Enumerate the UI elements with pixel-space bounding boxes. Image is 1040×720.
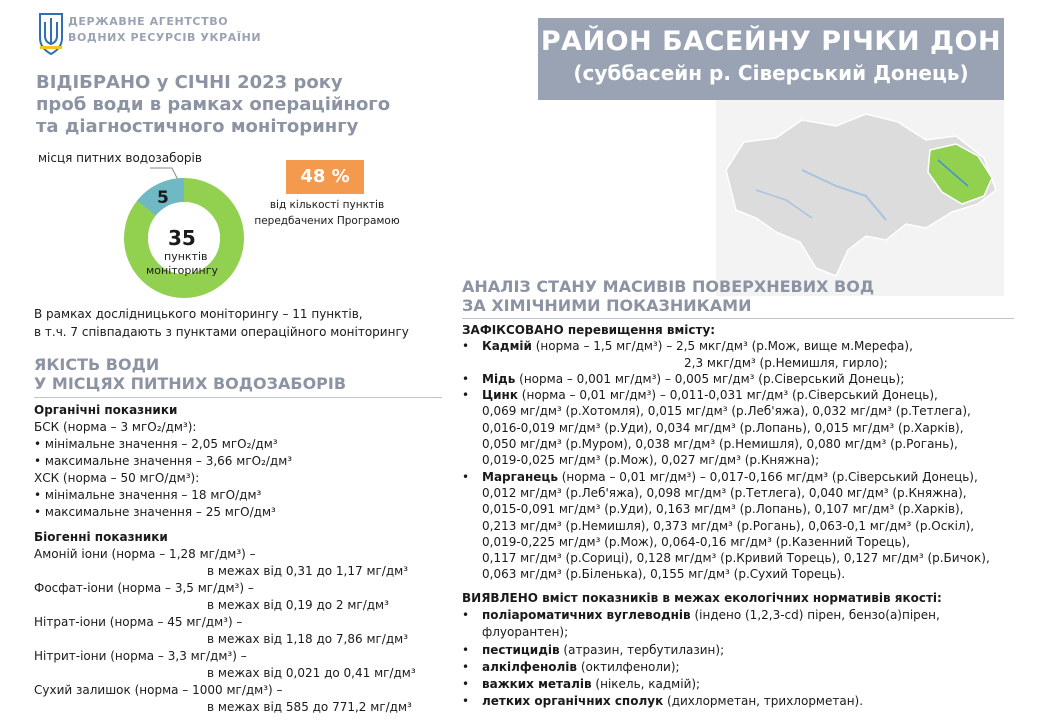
bsk-norm: БСК (норма – 3 мгО₂/дм³): xyxy=(34,420,197,434)
ukraine-map xyxy=(716,100,1004,296)
research-monitoring-note xyxy=(34,305,409,341)
percent-caption-line-2: передбачених Програмою xyxy=(254,215,400,227)
manganese-line-7: 0,063 мг/дм³ (р.Біленька), 0,155 мг/дм³ (р.Сухий Торець). xyxy=(482,567,846,582)
chemical-analysis-title-line-1: АНАЛІЗ СТАНУ МАСИВІВ ПОВЕРХНЕВИХ ВОД xyxy=(462,277,875,296)
within-norms-list xyxy=(462,590,1022,710)
bullet-icon: • xyxy=(462,642,470,657)
phosphate-range: в межах від 0,19 до 2 мг/дм³ xyxy=(207,598,389,612)
agency-line-2: ВОДНИХ РЕСУРСІВ УКРАЇНИ xyxy=(68,31,262,44)
bsk-max: • максимальне значення – 3,66 мгО₂/дм³ xyxy=(34,454,293,468)
donut-total-label-1: пунктів xyxy=(164,250,208,263)
nitrite-norm: Нітрит-іони (норма – 3,3 мг/дм³) – xyxy=(34,649,247,663)
pah-details-cont: флуорантен); xyxy=(482,625,569,640)
percent-badge: 48 % xyxy=(286,160,364,194)
dry-residue-norm: Сухий залишок (норма – 1000 мг/дм³) – xyxy=(34,683,283,697)
trident-emblem-icon xyxy=(36,10,66,56)
copper-name: Мідь xyxy=(482,371,516,386)
hsk-max: • максимальне значення – 25 мгО/дм³ xyxy=(34,505,276,519)
heavy-metals-name: важких металів xyxy=(482,677,592,692)
bullet-icon: • xyxy=(462,694,470,709)
cadmium-line-2: 2,3 мкг/дм³ (р.Немишля, гирло); xyxy=(684,355,888,370)
right-divider xyxy=(462,318,1014,319)
research-line-2: в т.ч. 7 співпадають з пунктами операційного моніторингу xyxy=(34,325,409,339)
map-icon xyxy=(716,100,1004,296)
alkylphenols-details: (октилфеноли); xyxy=(577,659,680,674)
hsk-norm: ХСК (норма – 50 мгО/дм³): xyxy=(34,471,200,485)
exceedances-list xyxy=(462,322,1022,583)
manganese-line-6: 0,117 мг/дм³ (р.Сориці), 0,128 мг/дм³ (р.Кривий Торець), 0,127 мг/дм³ (р.Бичок), xyxy=(482,551,990,566)
water-quality-title-line-1: ЯКІСТЬ ВОДИ xyxy=(34,355,160,374)
bullet-icon: • xyxy=(462,677,470,692)
within-norms-title: ВИЯВЛЕНО вміст показників в межах екологічних нормативів якості: xyxy=(462,591,942,605)
manganese-line-2: 0,012 мг/дм³ (р.Леб'яжа), 0,098 мг/дм³ (р.Тетлега), 0,040 мг/дм³ (р.Княжна), xyxy=(482,485,967,500)
manganese-name: Марганець xyxy=(482,469,558,484)
copper-line-1: (норма – 0,001 мг/дм³) – 0,005 мг/дм³ (р.Сіверський Донець); xyxy=(515,371,905,386)
bullet-icon: • xyxy=(462,388,470,403)
nitrite-range: в межах від 0,021 до 0,41 мг/дм³ xyxy=(207,666,416,680)
agency-line-1: ДЕРЖАВНЕ АГЕНТСТВО xyxy=(68,15,229,28)
region-subtitle: (суббасейн р. Сіверський Донець) xyxy=(573,61,969,85)
ammonium-norm: Амоній іони (норма – 1,28 мг/дм³) – xyxy=(34,547,256,561)
headline-line-1: ВІДІБРАНО у СІЧНІ 2023 року xyxy=(36,72,343,93)
manganese-line-1: (норма – 0,01 мг/дм³) – 0,017-0,166 мг/дм³ (р.Сіверський Донець), xyxy=(557,469,978,484)
pah-name: поліароматичних вуглеводнів xyxy=(482,608,691,623)
chemical-analysis-title xyxy=(462,277,874,315)
zinc-line-2: 0,069 мг/дм³ (р.Хотомля), 0,015 мг/дм³ (р.Леб'яжа), 0,032 мг/дм³ (р.Тетлега), xyxy=(482,404,971,419)
voc-name: летких органічних сполук xyxy=(482,694,664,709)
drinking-intake-label: місця питних водозаборів xyxy=(38,151,202,165)
bsk-min: • мінімальне значення – 2,05 мгО₂/дм³ xyxy=(34,437,278,451)
agency-name xyxy=(68,14,261,46)
organic-indicators-title: Органічні показники xyxy=(34,403,178,417)
phosphate-norm: Фосфат-іони (норма – 3,5 мг/дм³) – xyxy=(34,581,254,595)
zinc-line-3: 0,016-0,019 мг/дм³ (р.Уди), 0,034 мг/дм³ (р.Лопань), 0,015 мг/дм³ (р.Харків), xyxy=(482,420,964,435)
voc-details: (дихлорметан, трихлорметан). xyxy=(663,694,864,709)
pah-details: (індено (1,2,3-cd) пірен, бензо(а)пірен, xyxy=(690,608,940,623)
zinc-line-4: 0,050 мг/дм³ (р.Муром), 0,038 мг/дм³ (р.Немишля), 0,080 мг/дм³ (р.Рогань), xyxy=(482,437,958,452)
research-line-1: В рамках дослідницького моніторингу – 11 пунктів, xyxy=(34,307,363,321)
heavy-metals-details: (нікель, кадмій); xyxy=(591,677,701,692)
hsk-min: • мінімальне значення – 18 мгО/дм³ xyxy=(34,488,262,502)
bullet-icon: • xyxy=(462,608,470,623)
bullet-icon: • xyxy=(462,659,470,674)
pesticides-details: (атразин, тербутилазин); xyxy=(559,642,725,657)
donut-total-label-2: моніторингу xyxy=(146,264,219,277)
bullet-icon: • xyxy=(462,339,470,354)
region-title-box xyxy=(538,18,1004,100)
percent-caption-line-1: від кількості пунктів xyxy=(269,199,385,211)
region-title: РАЙОН БАСЕЙНУ РІЧКИ ДОН xyxy=(540,26,1002,57)
pesticides-name: пестицидів xyxy=(482,642,560,657)
donut-total-value: 35 xyxy=(168,226,196,250)
zinc-line-5: 0,019-0,025 мг/дм³ (р.Мож), 0,027 мг/дм³ (р.Княжна); xyxy=(482,453,820,468)
exceedances-title: ЗАФІКСОВАНО перевищення вмісту: xyxy=(462,323,716,337)
water-quality-title-line-2: У МІСЦЯХ ПИТНИХ ВОДОЗАБОРІВ xyxy=(34,374,347,393)
bullet-icon: • xyxy=(462,469,470,484)
cadmium-name: Кадмій xyxy=(482,339,532,354)
zinc-line-1: (норма – 0,01 мг/дм³) – 0,011-0,031 мг/дм³ (р.Сіверський Донець), xyxy=(517,388,938,403)
percent-caption xyxy=(252,197,402,229)
water-quality-details xyxy=(34,402,416,716)
manganese-line-4: 0,213 мг/дм³ (р.Немишля), 0,373 мг/дм³ (р.Рогань), 0,063-0,1 мг/дм³ (р.Оскіл), xyxy=(482,518,975,533)
left-divider xyxy=(34,397,442,398)
biogenic-indicators-title: Біогенні показники xyxy=(34,530,168,544)
cadmium-line-1: (норма – 1,5 мг/дм³) – 2,5 мкг/дм³ (р.Мож, вище м.Мерефа), xyxy=(531,339,913,354)
dry-residue-range: в межах від 585 до 771,2 мг/дм³ xyxy=(207,700,412,714)
bullet-icon: • xyxy=(462,371,470,386)
water-quality-title xyxy=(34,355,346,393)
nitrate-norm: Нітрат-іони (норма – 45 мг/дм³) – xyxy=(34,615,243,629)
zinc-name: Цинк xyxy=(482,388,518,403)
headline-line-2: проб води в рамках операційного xyxy=(36,94,391,115)
samples-headline xyxy=(36,72,390,138)
nitrate-range: в межах від 1,18 до 7,86 мг/дм³ xyxy=(207,632,408,646)
ammonium-range: в межах від 0,31 до 1,17 мг/дм³ xyxy=(207,564,408,578)
alkylphenols-name: алкілфенолів xyxy=(482,659,578,674)
donut-small-value: 5 xyxy=(157,188,169,208)
chemical-analysis-title-line-2: ЗА ХІМІЧНИМИ ПОКАЗНИКАМИ xyxy=(462,296,752,315)
headline-line-3: та діагностичного моніторингу xyxy=(36,116,359,137)
manganese-line-3: 0,015-0,091 мг/дм³ (р.Уди), 0,163 мг/дм³ (р.Лопань), 0,107 мг/дм³ (р.Харків), xyxy=(482,502,964,517)
manganese-line-5: 0,019-0,225 мг/дм³ (р.Мож), 0,064-0,16 мг/дм³ (р.Казенний Торець), xyxy=(482,534,911,549)
